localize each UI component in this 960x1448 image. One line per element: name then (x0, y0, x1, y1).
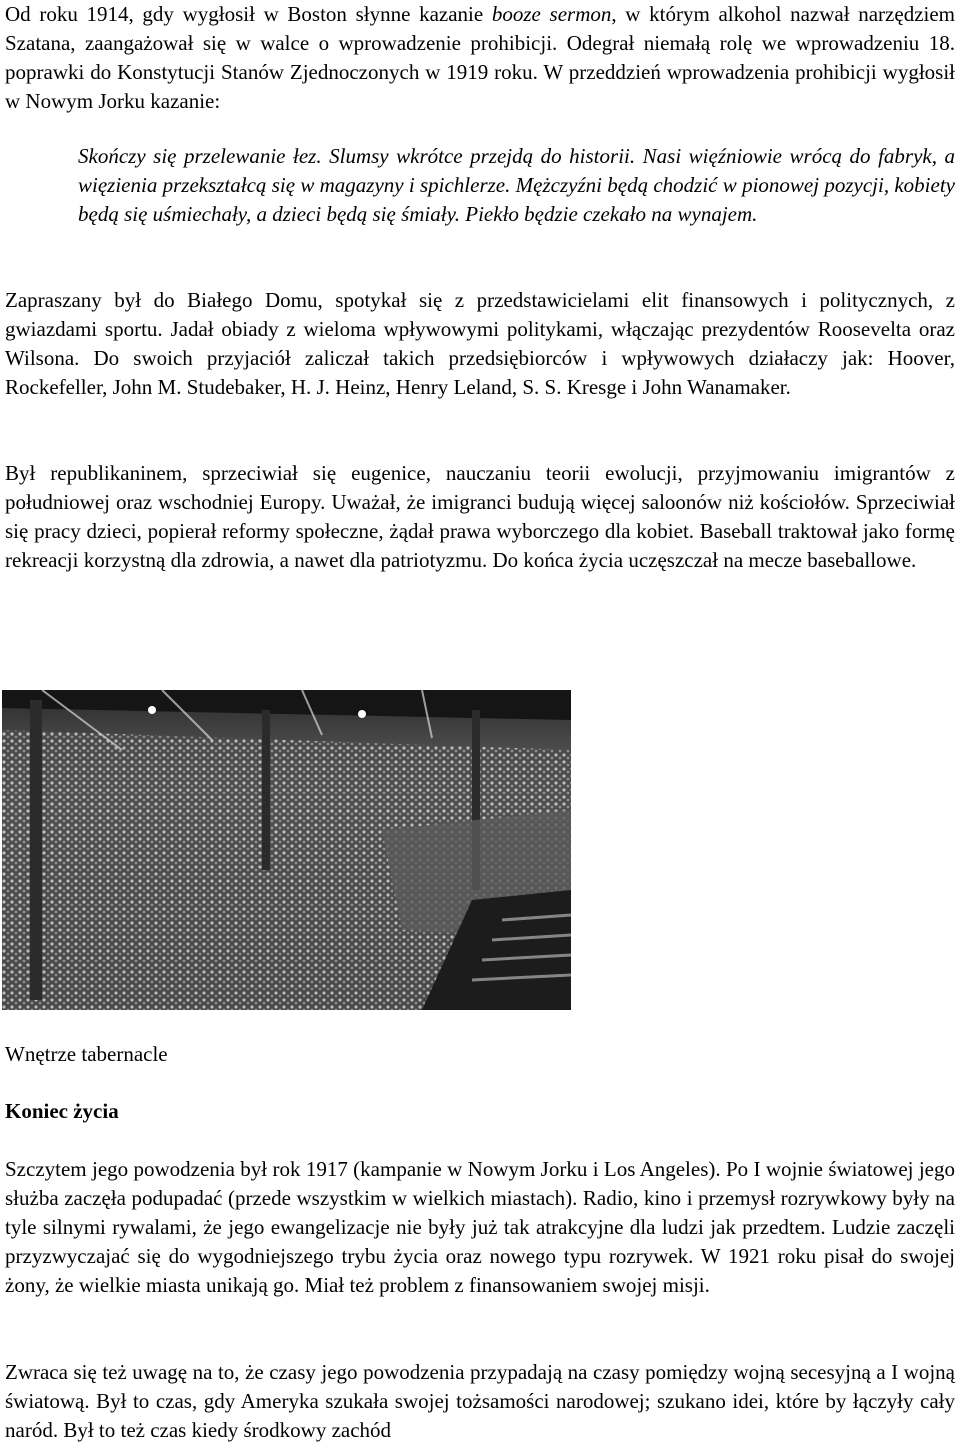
paragraph-intro (5, 0, 955, 116)
figure-caption: Wnętrze tabernacle (5, 1042, 168, 1066)
paragraph-views: Był republikaninem, sprzeciwiał się eugenice, nauczaniu teorii ewolucji, przyjmowaniu imigrantów z południowej oraz wschodniej Europy. Uważał, że imigranci budują więcej saloonów niż kościołów. Sprzeciwiał się pracy dzieci, popierał reformy społeczne, żądał prawa wyborczego dla kobiet. Baseball traktował jako formę rekreacji korzystną dla zdrowia, a nawet dla patriotyzmu. Do końca życia uczęszczał na mecze baseballowe. (5, 461, 955, 572)
section-heading: Koniec życia (5, 1099, 119, 1123)
paragraph-white-house: Zapraszany był do Białego Domu, spotykał się z przedstawicielami elit finansowych i politycznych, z gwiazdami sportu. Jadał obiady z wieloma wpływowymi politykami, włączając prezydentów Roosevelta oraz Wilsona. Do swoich przyjaciół zaliczał takich przedsiębiorców i wpływowych działaczy jak: Hoover, Rockefeller, John M. Studebaker, H. J. Heinz, Henry Leland, S. S. Kresge i John Wanamaker. (5, 288, 955, 399)
intro-text-a: Od roku 1914, gdy wygłosił w Boston słynne kazanie (5, 2, 492, 26)
intro-text-b: , w którym alkohol nazwał narzędziem Szatana, zaangażował się w walce o wprowadzenie prohibicji. Odegrał niemałą rolę we wprowadzeniu 18. poprawki do Konstytucji Stanów Zjednoczonych w 1919 roku. W przeddzień wprowadzenia prohibicji wygłosił w Nowym Jorku kazanie: (5, 2, 956, 113)
intro-italic-term: booze sermon (491, 2, 612, 26)
tabernacle-interior-photo (2, 690, 571, 1010)
paragraph-era: Zwraca się też uwagę na to, że czasy jego powodzenia przypadają na czasy pomiędzy wojną secesyjną a I wojną światową. Był to czas, gdy Ameryka szukała swojej tożsamości narodowej; szukano idei, które by łączyły cały naród. Był to też czas kiedy środkowy zachód (5, 1360, 955, 1442)
paragraph-decline: Szczytem jego powodzenia był rok 1917 (kampanie w Nowym Jorku i Los Angeles). Po I wojnie światowej jego służba zaczęła podupadać (przede wszystkim w wielkich miastach). Radio, kino i przemysł rozrywkowy były na tyle silnymi rywalami, że jego ewangelizacje nie były już tak atrakcyjne dla ludzi jak przedtem. Ludzie zaczęli przyzwyczajać się do wygodniejszego trybu życia oraz nowego typu rozrywek. W 1921 roku pisał do swojej żony, że wielkie miasta unikają go. Miał też problem z finansowaniem swojej misji. (5, 1157, 955, 1297)
sermon-quote: Skończy się przelewanie łez. Slumsy wkrótce przejdą do historii. Nasi więźniowie wrócą do fabryk, a więzienia przekształcą się w magazyny i spichlerze. Mężczyźni będą chodzić w pionowej pozycji, kobiety będą się uśmiechały, a dzieci będą się śmiały. Piekło będzie czekało na wynajem. (78, 144, 955, 226)
